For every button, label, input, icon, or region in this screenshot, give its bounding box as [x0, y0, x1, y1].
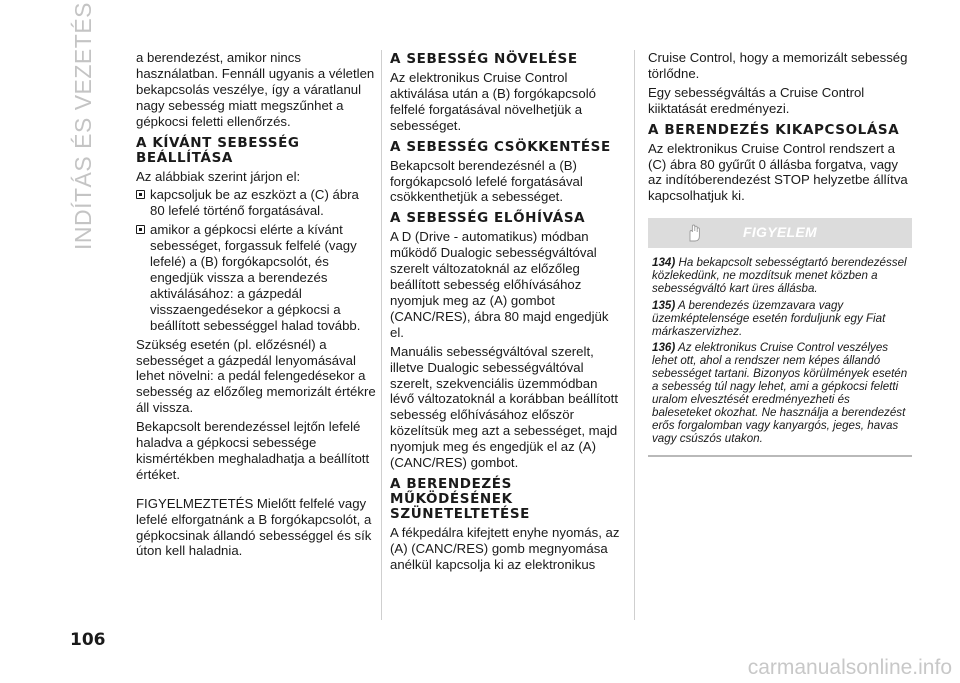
warning-text: Ha bekapcsolt sebességtartó berendezéssel közlekedünk, ne mozdítsuk menet közben a sebességváltó kart üres állásba.	[652, 256, 907, 296]
warning-hand-icon	[683, 223, 705, 243]
list-item	[136, 187, 376, 219]
column-divider	[381, 50, 382, 620]
list-item-text: kapcsoljuk be az eszközt a (C) ábra 80 lefelé történő forgatásával.	[150, 187, 359, 219]
paragraph-note: FIGYELMEZTETÉS Mielőtt felfelé vagy lefelé elforgatnánk a B forgókapcsolót, a gépkocsinak állandó sebességgel és sík úton kell haladnia.	[136, 495, 372, 559]
warning-text: Az elektronikus Cruise Control veszélyes lehet ott, ahol a rendszer nem képes állandó sebességet tartani. Bizonyos körülmények esetén a sebesség túl nagy lehet, ami a gépkocsi feletti uralom elvesztését eredményezheti és baleseteket okozhat. Ne használja a berendezést erős forgalomban vagy kanyargós, jeges, havas vagy csúszós utakon.	[652, 340, 908, 446]
spacer	[136, 486, 376, 496]
section-heading: A KÍVÁNT SEBESSÉG BEÁLLÍTÁSA	[136, 134, 300, 166]
warning-number: 135)	[652, 298, 676, 312]
warning-item	[652, 256, 908, 295]
column-middle	[390, 50, 622, 576]
warning-header	[648, 218, 912, 248]
chapter-title: INDÍTÁS ÉS VEZETÉS	[70, 2, 96, 250]
paragraph: Bekapcsolt berendezéssel lejtőn lefelé haladva a gépkocsi sebessége kismértékben meghaladhatja a beállított értéket.	[136, 419, 370, 482]
list-item	[136, 222, 376, 333]
paragraph: Szükség esetén (pl. előzésnél) a sebességet a gázpedál lenyomásával lehet növelni: a pedál felengedésekor a sebesség az előzőleg memorizált értékre áll vissza.	[136, 336, 376, 416]
warning-number: 136)	[652, 340, 676, 354]
paragraph: Az elektronikus Cruise Control aktiválása után a (B) forgókapcsoló felfelé forgatásával növelhetjük a sebességet.	[390, 70, 596, 133]
warning-item	[652, 341, 908, 446]
column-left	[136, 50, 376, 562]
column-divider	[634, 50, 635, 620]
list-item-text: amikor a gépkocsi elérte a kívánt sebességet, forgassuk felfelé (vagy lefelé) a (B) forgókapcsolót, és engedjük vissza a berendezés aktiválásához: a gázpedál visszaengedésekor a gépkocsi a beállított sebességgel halad tovább.	[150, 222, 361, 333]
page-number: 106	[70, 630, 106, 650]
paragraph: a berendezést, amikor nincs használatban. Fennáll ugyanis a véletlen bekapcsolás veszélye, így a váratlanul nagy sebesség miatt megszűnhet a gépkocsi feletti ellenőrzés.	[136, 50, 375, 129]
paragraph: Egy sebességváltás a Cruise Control kiiktatását eredményezi.	[648, 84, 865, 116]
checkbox-bullet-icon	[136, 225, 145, 234]
section-heading: A BERENDEZÉS MŰKÖDÉSÉNEK SZÜNETELTETÉSE	[390, 475, 530, 522]
footer-watermark: carmanualsonline.info	[747, 656, 952, 679]
paragraph: A fékpedálra kifejtett enyhe nyomás, az (A) (CANC/RES) gomb megnyomása anélkül kapcsolja ki az elektronikus	[390, 524, 620, 572]
paragraph: Az elektronikus Cruise Control rendszert a (C) ábra 80 gyűrűt 0 állásba forgatva, vagy az indítóberendezést STOP helyzetbe állítva kapcsolhatjuk ki.	[648, 140, 908, 204]
paragraph: Az alábbiak szerint járjon el:	[136, 168, 301, 184]
warning-box	[648, 218, 912, 456]
warning-item	[652, 299, 908, 338]
section-heading: A SEBESSÉG ELŐHÍVÁSA	[390, 210, 586, 227]
section-heading: A SEBESSÉG NÖVELÉSE	[390, 51, 578, 67]
paragraph: Bekapcsolt berendezésnél a (B) forgókapcsoló lefelé forgatásával csökkenthetjük a sebességet.	[390, 157, 583, 205]
column-right	[648, 50, 912, 457]
warning-title: FIGYELEM	[743, 224, 817, 241]
section-heading: A SEBESSÉG CSÖKKENTÉSE	[390, 138, 611, 155]
paragraph: Manuális sebességváltóval szerelt, illetve Dualogic sebességváltóval szerelt, szekvenciális üzemmódban lévő változatoknál a korábban beállított sebesség előhívásához először közelítsük meg azt a sebességet, majd nyomjuk meg és engedjük el az (A) (CANC/RES) gombot.	[390, 343, 618, 471]
warning-body	[648, 248, 912, 454]
paragraph: A D (Drive - automatikus) módban működő Dualogic sebességváltóval szerelt változatoknál az előzőleg beállított sebesség előhívásához nyomjuk meg az (A) gombot (CANC/RES), ábra 80 majd engedjük el.	[390, 229, 609, 340]
section-heading: A BERENDEZÉS KIKAPCSOLÁSA	[648, 121, 900, 138]
checkbox-bullet-icon	[136, 190, 145, 199]
warning-text: A berendezés üzemzavara vagy üzemképtelensége esetén forduljunk egy Fiat márkaszervizhez.	[652, 298, 886, 338]
warning-number: 134)	[652, 256, 676, 270]
paragraph: Cruise Control, hogy a memorizált sebesség törlődne.	[648, 50, 908, 81]
